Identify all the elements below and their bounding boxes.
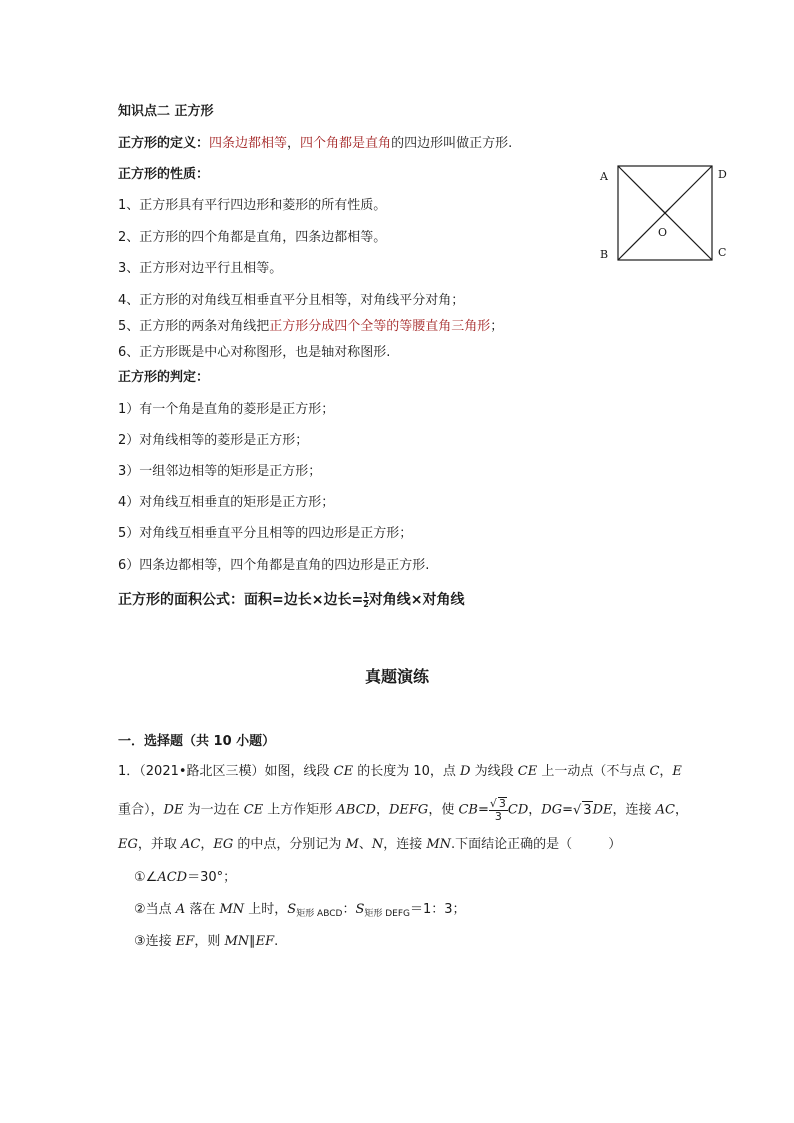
q1-var: CD	[507, 802, 529, 818]
q1-var: DEFG	[388, 802, 429, 818]
option-var: A	[175, 902, 186, 917]
criteria-label: 正方形的判定：	[118, 370, 210, 385]
q1-text: ）	[608, 837, 622, 852]
option-text: ＝30°；	[187, 870, 237, 885]
q1-text: ，使	[428, 802, 459, 818]
option-var: MN	[224, 934, 250, 949]
option-text: ：	[342, 902, 356, 917]
fraction-denominator: 3	[494, 810, 502, 823]
property5-post: ；	[490, 319, 504, 334]
q1-text: ，	[375, 802, 389, 818]
q1-text: 的中点，分别记为	[233, 837, 346, 852]
property-item-5	[118, 318, 503, 336]
q1-text: =	[477, 802, 489, 818]
q1-var: DE	[163, 802, 184, 818]
q1-text: 为一边在	[183, 802, 244, 818]
criteria-item: 4）对角线互相垂直的矩形是正方形；	[118, 495, 335, 510]
q1-text: 上一动点（不与点	[537, 764, 650, 779]
option-var: ACD	[157, 870, 188, 885]
sqrt-symbol: √ 3	[572, 802, 592, 818]
q1-var: EG	[213, 837, 234, 852]
q1-var: ABCD	[336, 802, 376, 818]
option-3	[134, 933, 278, 951]
q1-var: CB	[458, 802, 478, 818]
q1-var: D	[460, 764, 471, 779]
properties-label: 正方形的性质：	[118, 167, 210, 182]
criteria-item: 1）有一个角是直角的菱形是正方形；	[118, 402, 335, 417]
option-1	[134, 869, 236, 887]
q1-text: .下面结论正确的是（	[451, 837, 573, 852]
section-title: 知识点二 正方形	[118, 104, 214, 119]
q1-text: ，	[528, 802, 542, 818]
label-b: B	[600, 248, 609, 261]
q1-text: ，连接	[383, 837, 427, 852]
q1-var: EG	[118, 837, 138, 852]
sqrt3-over-3-fraction	[489, 797, 508, 823]
option-text: ＝1：3；	[410, 902, 466, 917]
property5-red: 正方形分成四个全等的等腰直角三角形	[269, 319, 491, 334]
criteria-item: 2）对角线相等的菱形是正方形；	[118, 433, 309, 448]
option-text: ，则	[194, 934, 225, 949]
q1-var: E	[672, 764, 682, 779]
option-text: .	[274, 934, 279, 949]
q1-var: N	[371, 837, 384, 852]
square-figure	[594, 160, 744, 272]
option-text: ①∠	[134, 870, 158, 885]
option-text: 上时，	[244, 902, 288, 917]
q1-text: 上方作矩形	[263, 802, 337, 818]
q1-text: ，连接	[612, 802, 656, 818]
q1-text: 重合），	[118, 802, 164, 818]
sqrt-radicand: 3	[583, 802, 592, 818]
q1-text: =	[562, 802, 573, 818]
subscript: 矩形 ABCD	[296, 909, 343, 919]
property-item: 4、正方形的对角线互相垂直平分且相等，对角线平分对角；	[118, 293, 465, 308]
q1-text: ，	[200, 837, 214, 852]
q1-var: DE	[592, 802, 613, 818]
q1-var: M	[345, 837, 359, 852]
criteria-item: 3）一组邻边相等的矩形是正方形；	[118, 464, 322, 479]
label-c: C	[718, 246, 727, 259]
q1-var: AC	[655, 802, 675, 818]
q1-var: CE	[333, 764, 354, 779]
q1-text: ，	[659, 764, 673, 779]
option-text: ∥	[249, 934, 256, 949]
definition-red-2: 四个角都是直角	[300, 136, 392, 151]
option-var: MN	[219, 902, 245, 917]
question-1-line-2	[118, 797, 688, 823]
q1-text: ，	[674, 802, 688, 818]
area-formula-pre: 正方形的面积公式：面积=边长×边长=	[118, 592, 364, 608]
subscript: 矩形 DEFG	[364, 909, 410, 919]
option-2	[134, 901, 466, 923]
option-text: ③连接	[134, 934, 176, 949]
area-formula	[118, 591, 465, 609]
label-d: D	[718, 168, 727, 181]
area-fraction-num: 1	[363, 590, 369, 600]
option-var: EF	[175, 934, 195, 949]
q1-var: C	[649, 764, 660, 779]
label-o: O	[658, 226, 668, 239]
q1-text: 、	[358, 837, 372, 852]
option-var: S	[287, 902, 297, 917]
label-a: A	[600, 170, 608, 183]
part-title: 一．选择题（共 10 小题）	[118, 734, 276, 749]
q1-text: 1．（2021•路北区三模）如图，线段	[118, 764, 334, 779]
area-formula-post: 对角线×对角线	[368, 592, 465, 608]
definition-red-1: 四条边都相等	[209, 136, 288, 151]
definition-sep: ，	[287, 136, 301, 151]
question-1-line-3	[118, 836, 621, 854]
definition-tail: 的四边形叫做正方形.	[391, 136, 513, 151]
criteria-item: 6）四条边都相等，四个角都是直角的四边形是正方形.	[118, 558, 430, 573]
q1-text: 为线段	[470, 764, 518, 779]
criteria-item: 5）对角线互相垂直平分且相等的四边形是正方形；	[118, 526, 413, 541]
property-item: 6、正方形既是中心对称图形，也是轴对称图形.	[118, 345, 391, 360]
option-text: 落在	[185, 902, 220, 917]
option-var: EF	[255, 934, 275, 949]
property-item: 1、正方形具有平行四边形和菱形的所有性质。	[118, 198, 387, 213]
question-1-line-1	[118, 763, 682, 781]
area-fraction-den: 2	[363, 599, 369, 609]
option-text: ②当点	[134, 902, 176, 917]
q1-var: DG	[541, 802, 563, 818]
practice-title: 真题演练	[364, 667, 429, 686]
definition-line	[118, 135, 512, 153]
q1-var: CE	[243, 802, 264, 818]
q1-var: CE	[517, 764, 538, 779]
definition-label: 正方形的定义：	[118, 136, 210, 151]
sqrt-radicand: 3	[498, 797, 506, 810]
q1-text: ，并取	[137, 837, 182, 852]
property-item: 2、正方形的四个角都是直角，四条边都相等。	[118, 230, 387, 245]
right-angle-mark	[660, 208, 670, 213]
q1-var: MN	[426, 837, 452, 852]
property-item: 3、正方形对边平行且相等。	[118, 261, 283, 276]
property5-pre: 5、正方形的两条对角线把	[118, 319, 270, 334]
q1-var: AC	[181, 837, 201, 852]
fraction-numerator: √ 3	[489, 797, 506, 810]
q1-text: 的长度为 10，点	[353, 764, 461, 779]
option-var: S	[355, 902, 365, 917]
